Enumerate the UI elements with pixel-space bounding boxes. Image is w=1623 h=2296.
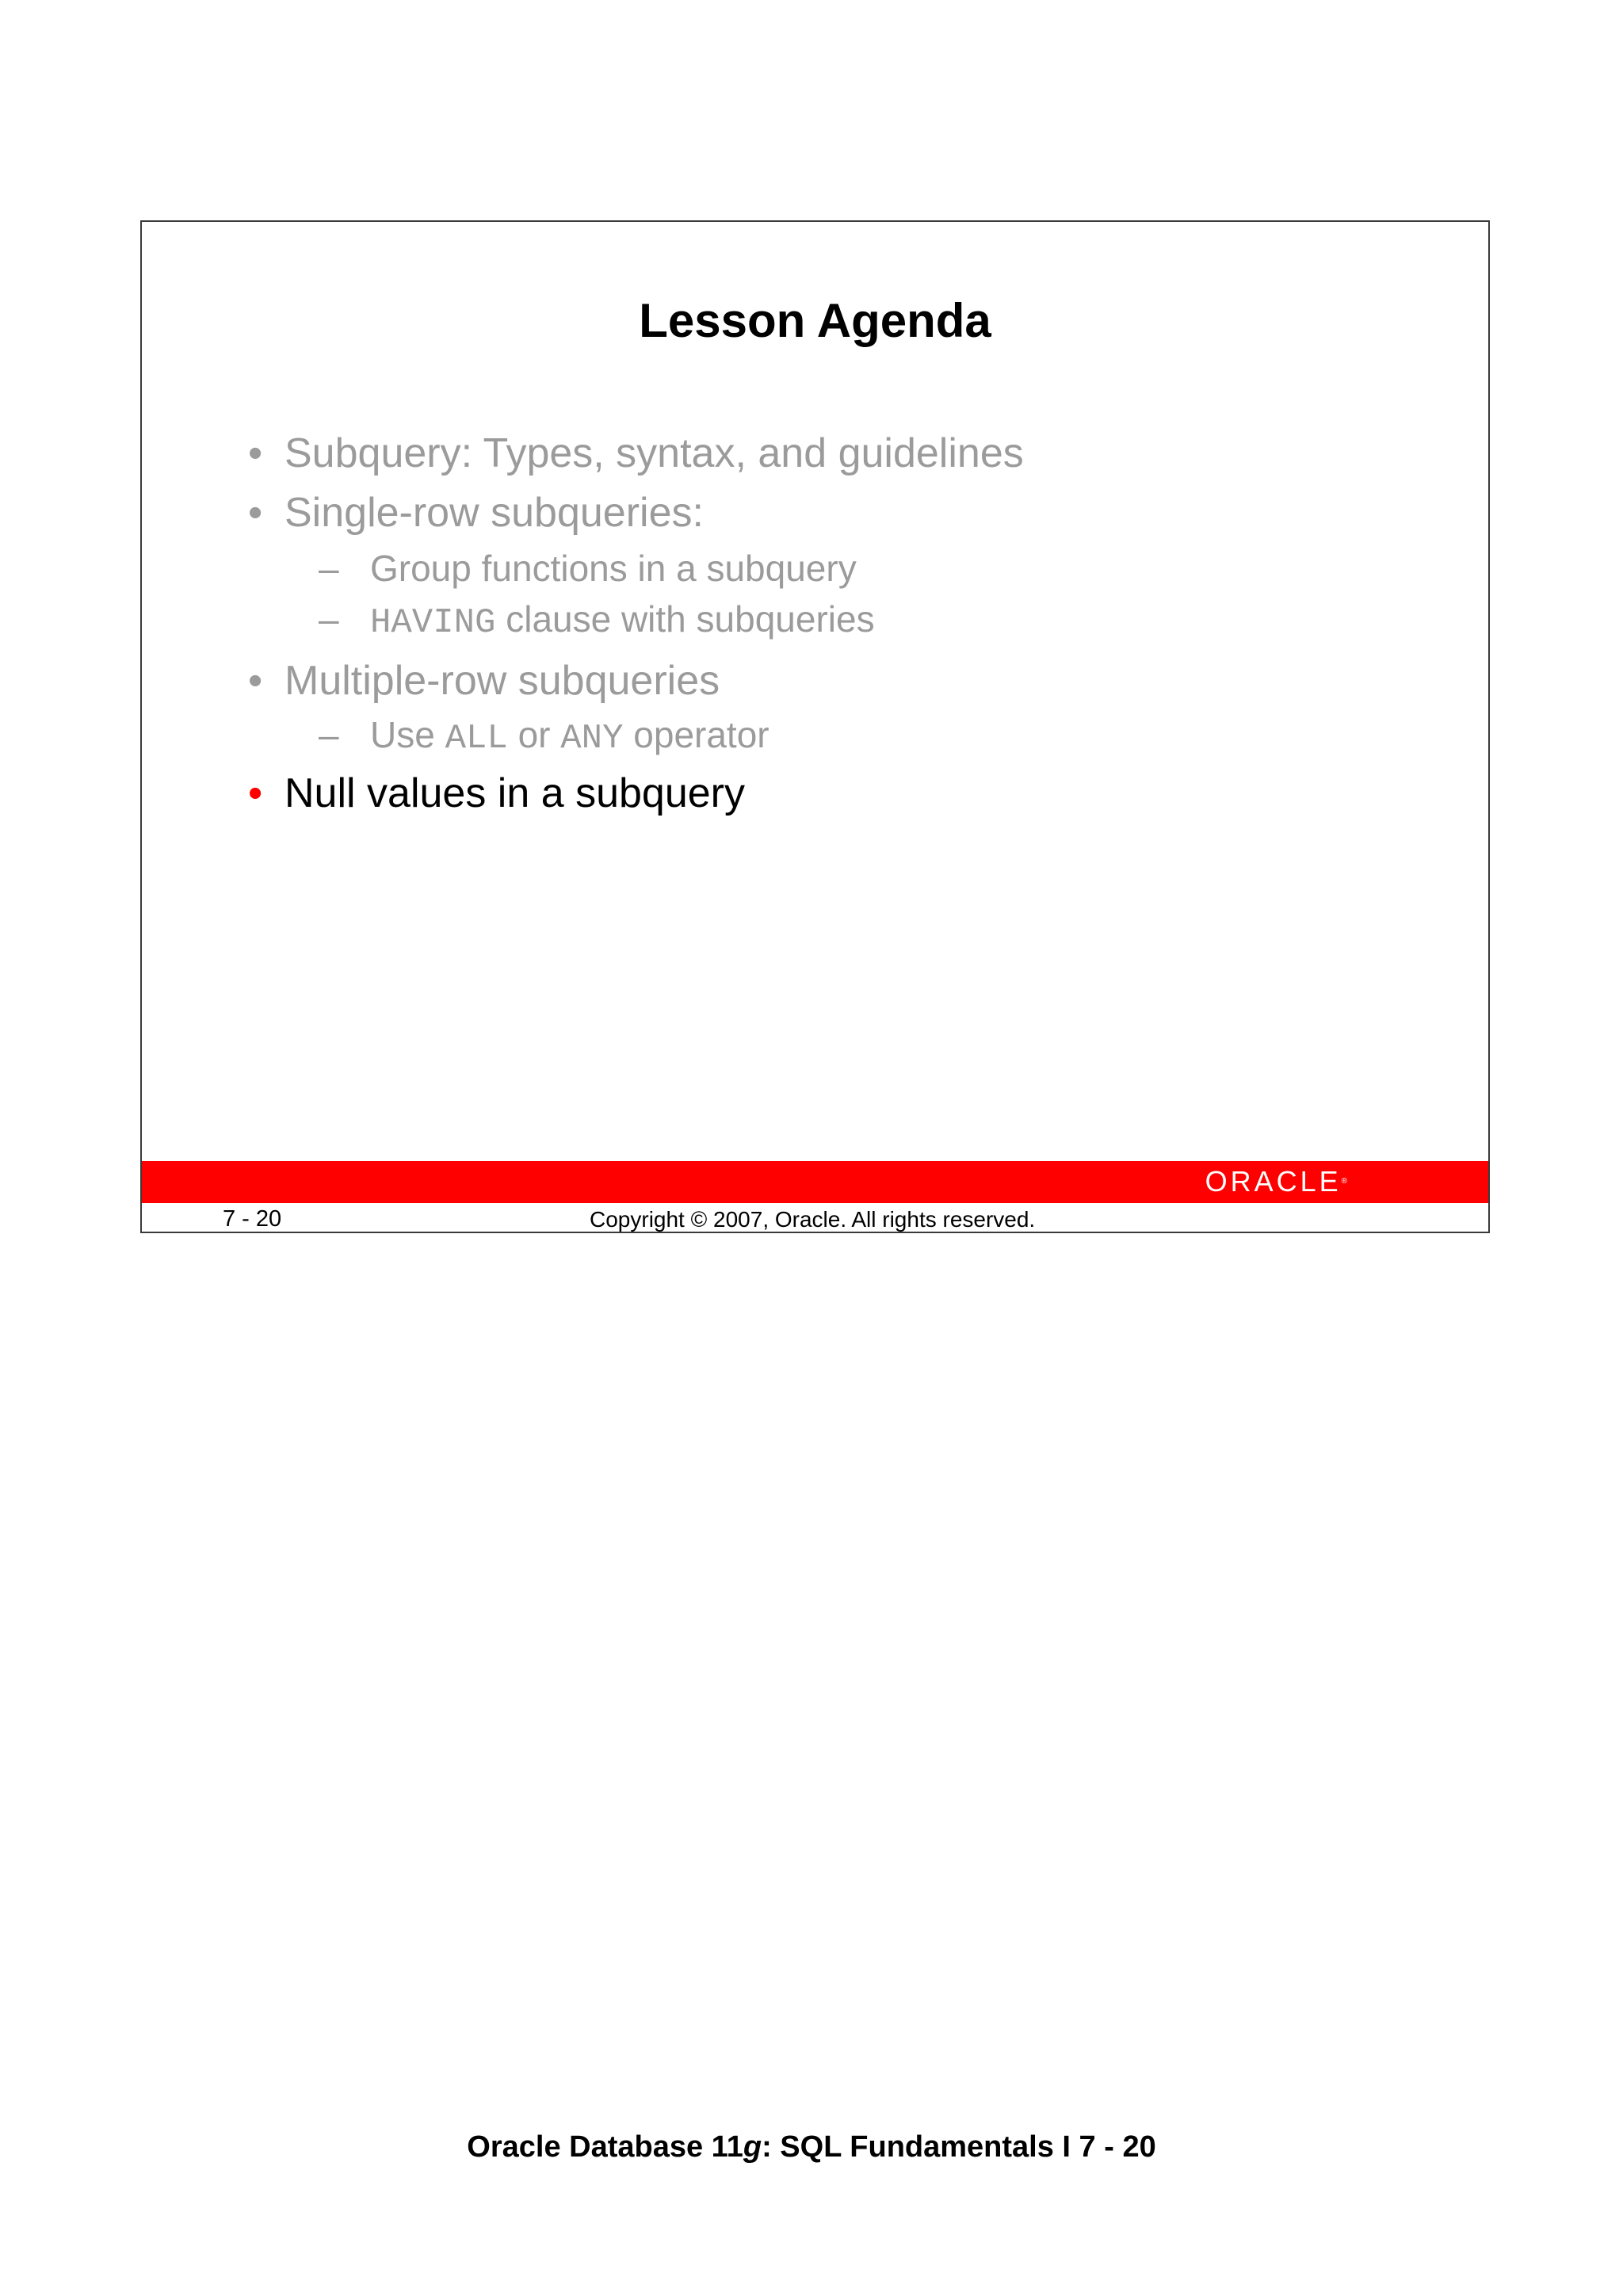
agenda-item-label: Subquery: Types, syntax, and guidelines [285,430,1024,476]
bullet-icon: • [248,430,263,476]
agenda-subitem-mid: or [507,714,561,755]
dash-icon: – [319,714,339,755]
agenda-subitem-prefix: Use [370,714,445,755]
dash-icon: – [319,598,339,640]
trademark-mark: ® [1341,1177,1347,1186]
agenda-item-subquery-types [248,430,1024,477]
dash-icon: – [319,548,339,589]
agenda-item-label: Null values in a subquery [285,770,745,816]
agenda-item-label: Single-row subqueries: [285,490,704,536]
slide [140,220,1490,1233]
agenda-subitem-all-any [319,713,769,758]
page-footer-prefix: Oracle Database 11 [467,2130,743,2164]
page-footer [0,2130,1623,2164]
slide-title: Lesson Agenda [639,294,991,347]
footer-red-bar [142,1161,1488,1203]
page-footer-italic: g [743,2130,762,2164]
agenda-item-single-row [248,489,704,537]
code-keyword-any: ANY [560,719,624,758]
agenda-item-label: Multiple-row subqueries [285,658,720,704]
agenda-item-multiple-row [248,657,720,705]
slide-number: 7 - 20 [223,1206,282,1232]
agenda-subitem-label: Group functions in a subquery [370,548,857,589]
agenda-subitem-group-functions [319,547,857,590]
page-footer-suffix: : SQL Fundamentals I 7 - 20 [762,2130,1156,2164]
agenda-subitem-label: clause with subqueries [495,598,875,640]
bullet-icon: • [248,490,263,536]
oracle-logo [1205,1166,1347,1198]
bullet-icon: • [248,770,263,816]
agenda-subitem-having-clause [319,598,875,643]
agenda-subitem-suffix: operator [623,714,769,755]
bullet-icon: • [248,658,263,704]
code-keyword-all: ALL [445,719,508,758]
agenda-list [142,222,1488,1232]
agenda-item-null-values [248,770,745,817]
copyright-text: Copyright © 2007, Oracle. All rights reserved. [590,1207,1036,1232]
oracle-logo-text: ORACLE [1205,1165,1342,1198]
code-keyword: HAVING [370,603,496,643]
